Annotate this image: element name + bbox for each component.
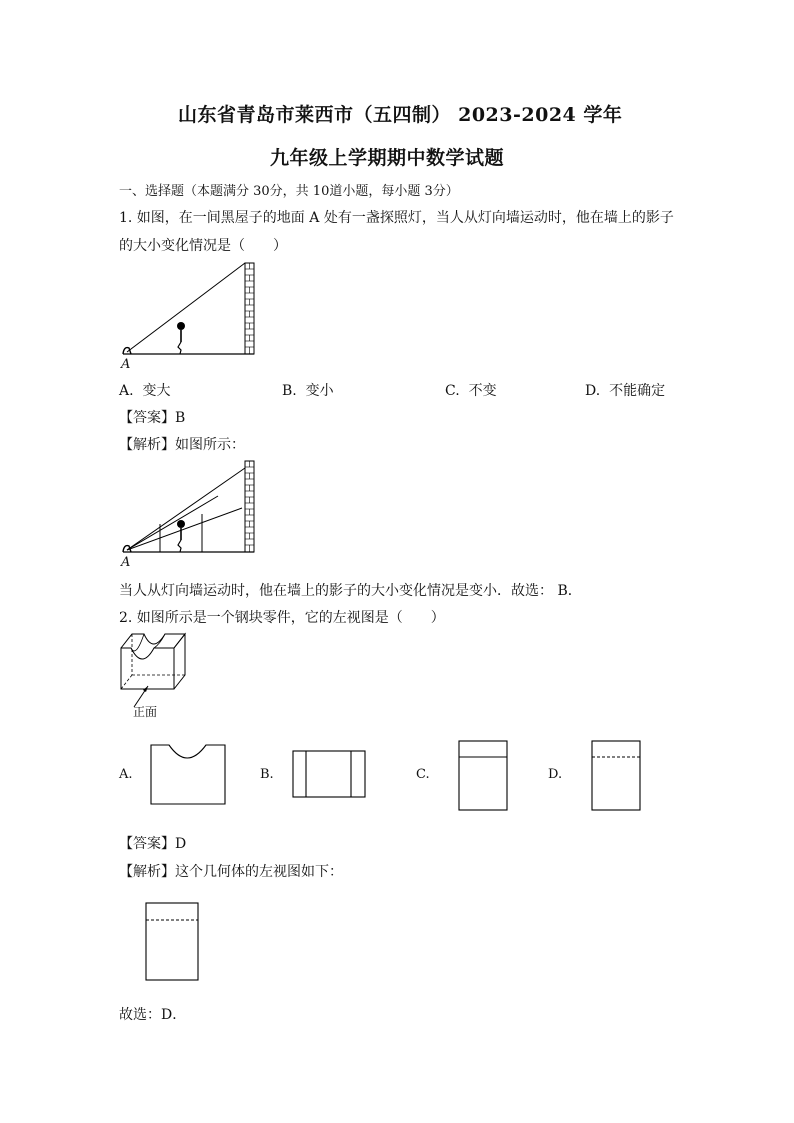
- q1-stem-line1: 1. 如图，在一间黑屋子的地面 A 处有一盏探照灯，当人从灯向墙运动时，他在墙上的影子: [119, 210, 674, 226]
- q2-option-b-letter[interactable]: B.: [260, 767, 274, 782]
- q2-front-label: 正面: [133, 705, 158, 719]
- section-heading: 一、选择题（本题满分 30分，共 10道小题，每小题 3分）: [119, 184, 459, 199]
- q2-stem: 2. 如图所示是一个钢块零件，它的左视图是（ ）: [119, 610, 445, 626]
- q1-option-c[interactable]: [445, 380, 497, 400]
- q2-option-c-letter[interactable]: C.: [416, 767, 430, 782]
- q2-analysis-figure: [145, 902, 201, 982]
- option-text: 不变: [468, 383, 497, 399]
- q2-option-d-letter[interactable]: D.: [548, 767, 563, 782]
- option-text: 变小: [305, 383, 334, 399]
- q2-analysis-label: 【解析】这个几何体的左视图如下：: [119, 864, 343, 880]
- q2-answer: 【答案】D: [119, 836, 187, 852]
- page-title-line1: 山东省青岛市莱西市（五四制） 2023-2024 学年: [178, 104, 623, 126]
- q1-option-b[interactable]: [282, 380, 334, 400]
- q2-option-a-letter[interactable]: A.: [119, 767, 133, 782]
- q1-option-d[interactable]: [585, 380, 665, 400]
- page-title-line2: 九年级上学期期中数学试题: [270, 147, 505, 169]
- q1-figure: [118, 260, 268, 375]
- q1-analysis-figure: [118, 458, 268, 573]
- q2-option-b-figure[interactable]: [292, 750, 368, 800]
- q2-conclusion: 故选：D．: [119, 1007, 187, 1023]
- q1-stem-line2: 的大小变化情况是（ ）: [119, 238, 287, 254]
- q1-option-a[interactable]: [119, 380, 170, 400]
- q1-figure-label-a: A: [121, 357, 131, 372]
- q2-block-figure: [118, 628, 208, 723]
- option-text: 变大: [142, 383, 171, 399]
- option-letter: C.: [445, 383, 460, 399]
- q1-answer: 【答案】B: [119, 410, 186, 426]
- q2-option-a-figure[interactable]: [150, 741, 230, 807]
- q1-conclusion: 当人从灯向墙运动时，他在墙上的影子的大小变化情况是变小．故选： B．: [119, 583, 582, 599]
- q2-option-c-figure[interactable]: [458, 740, 510, 812]
- option-text: 不能确定: [609, 383, 666, 399]
- option-letter: A.: [119, 383, 134, 399]
- option-letter: D.: [585, 383, 601, 399]
- q1-analysis-figure-label-a: A: [121, 555, 131, 570]
- option-letter: B.: [282, 383, 297, 399]
- q2-option-d-figure[interactable]: [591, 740, 643, 812]
- q1-analysis-label: 【解析】如图所示：: [119, 437, 245, 453]
